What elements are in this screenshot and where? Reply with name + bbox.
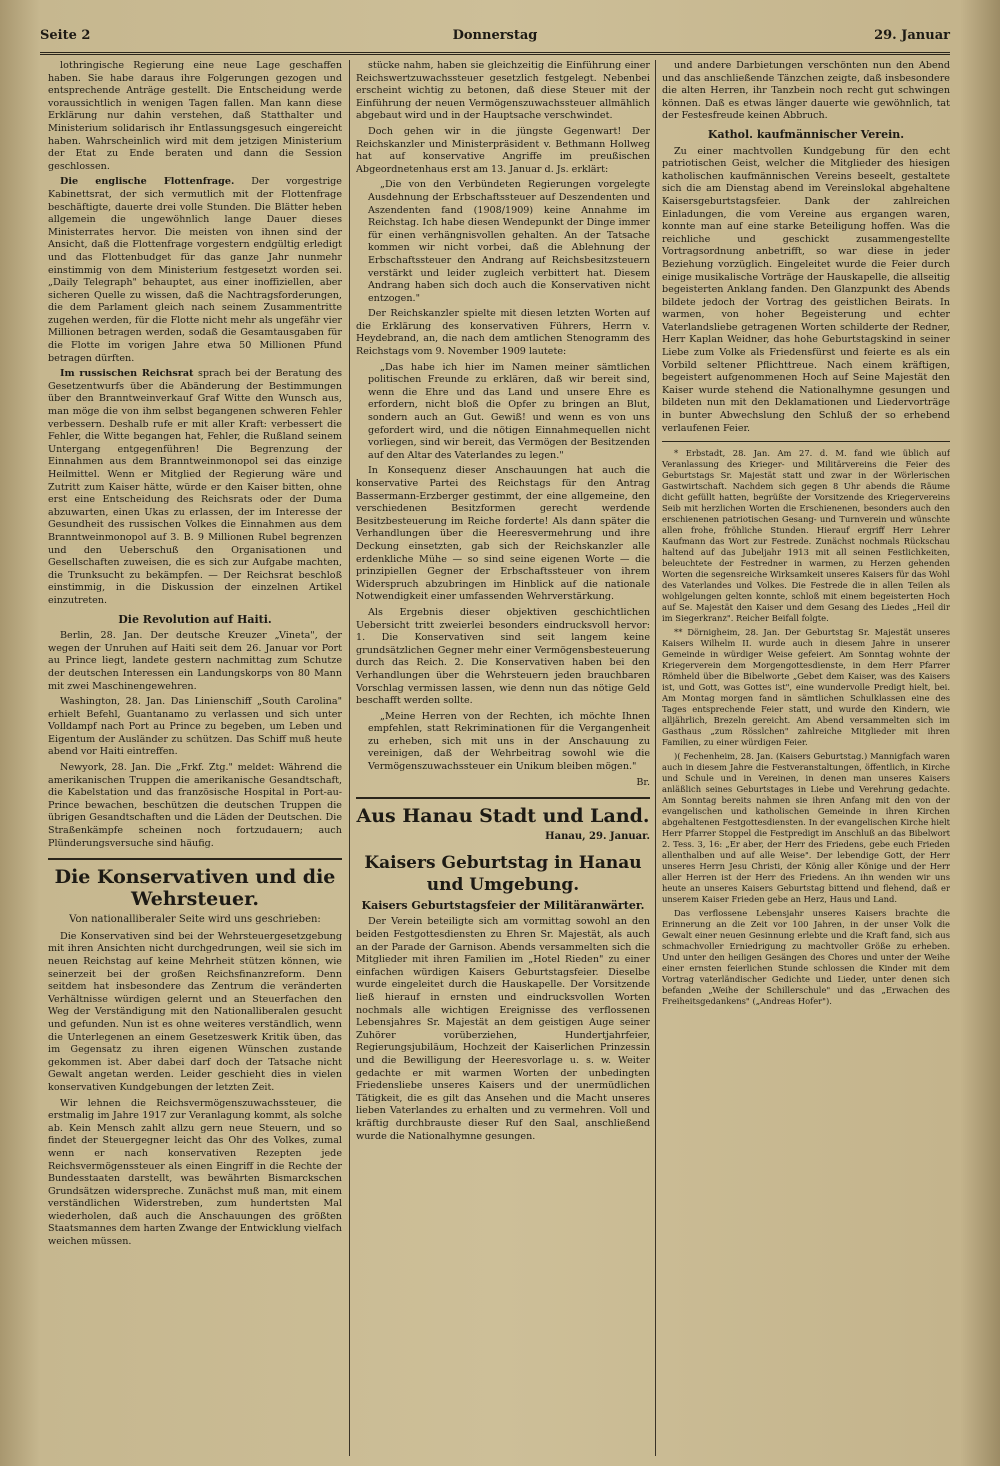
paragraph: Der Verein beteiligte sich am vormittag sowohl an den beiden Festgottesdiensten zu Ehren Sr. Majestät, als auch an der Parade der Garnison. Abends versammelten sich die Mitglieder mit ihren Familien im „Hotel Rieden" zu einer einfachen würdigen Kaisers Geburtstagsfeier. Dieselbe wurde eingeleitet durch die Hauskapelle. Der Vorsitzende ließ hierauf in ernsten und eindrucksvollen Worten nochmals alle wichtigen Ereignisse des verflossenen Lebensjahres Sr. Majestät an dem geistigen Auge seiner Zuhörer vorüberziehen, Hundertjahrfeier, Regierungsjubiläum, Hochzeit der Kaiserlichen Prinzessin und die Bewilligung der Heeresvorlage u. s. w. Weiter gedachte er mit warmen Worten der unbedingten Friedensliebe unseres Kaisers und der unermüdlichen Tätigkeit, die es gilt das Ansehen und die Macht unseres lieben Vaterlandes zu erhalten und zu vermehren. Voll und kräftig durchbrauste dieser Ruf den Saal, anschließend wurde die Nationalhymne gesungen. bbox=[356, 916, 650, 1142]
column-rule bbox=[655, 60, 656, 1456]
section-heading: Im russischen Reichsrat bbox=[60, 368, 194, 380]
section-heading: Die englische Flottenfrage. bbox=[60, 176, 235, 188]
paragraph: * Erbstadt, 28. Jan. Am 27. d. M. fand wie üblich auf Veranlassung des Krieger- und Militärvereins die Feier des Geburtstags Sr. Majestät statt und zwar in der Wörlerischen Gastwirtschaft. Nachdem sich gegen 8 Uhr abends die Räume dicht gefüllt hatten, begrüßte der Vorsitzende des Kriegervereins Seib mit herzlichen Worten die Erschienenen, besonders auch den erschienenen patriotischen Gesang- und Turnverein und wünschte allen frohe, fröhliche Stunden. Hierauf ergriff Herr Lehrer Kaufmann das Wort zur Festrede. Zunächst nochmals Rückschau haltend auf das Jubeljahr 1913 mit all seinen Festlichkeiten, beleuchtete der Festredner in warmen, zu Herzen gehenden Worten die segensreiche Wirksamkeit unseres Kaisers für das Wohl des Vaterlandes und Volkes. Die Festrede die in allen Teilen als wohlgelungen gelten konnte, schloß mit einem begeisterten Hoch auf Se. Majestät den Kaiser und dem Gesang des Liedes „Heil dir im Siegerkranz". Reicher Beifall folgte. bbox=[662, 448, 950, 624]
paragraph: und andere Darbietungen verschönten nun den Abend und das anschließende Tänzchen zeigte, daß insbesondere die alten Herren, ihr Tanzbein noch recht gut schwingen können. Daß es etwas länger dauerte wie gewöhnlich, tat der Festesfreude keinen Abbruch. bbox=[662, 60, 950, 122]
article-headline: Kaisers Geburtstag in Hanau und Umgebung. bbox=[364, 852, 642, 895]
paragraph: Zu einer machtvollen Kundgebung für den echt patriotischen Geist, welcher die Mitglieder des hiesigen katholischen kaufmännischen Vereins beseelt, gestaltete sich die am Dienstag abend im Vereinslokal abgehaltene Kaisersgeburtstagsfeier. Dank der zahlreichen Einladungen, die vom Vereine aus ergangen waren, konnte man auf eine starke Beteiligung hoffen. Was die reichliche und geschickt zusammengestellte Vortragsordnung anbetrifft, so war diese in jeder Beziehung vorzüglich. Eingeleitet wurde die Feier durch einige musikalische Vorträge der Hauskapelle, die allseitig begeisterten Anklang fanden. Den Glanzpunkt des Abends bildete jedoch der Vortrag des geistlichen Beirats. In warmen, von hoher Begeisterung und echter Vaterlandsliebe getragenen Worten schilderte der Redner, Herr Kaplan Weidner, das hohe Geburtstagskind in seiner Liebe zum Volke als Friedensfürst und feierte es als ein Vorbild seltener Pflichttreue. Nach einem kräftigen, begeistert aufgenommenen Hoch auf Seine Majestät den Kaiser wurde stehend die Nationalhymne gesungen und bildeten nun mit den Deklamationen und Liedervorträge in bunter Abwechslung den Schluß der so erhebend verlaufenen Feier. bbox=[662, 145, 950, 434]
section-heading: Die Revolution auf Haiti. bbox=[118, 612, 272, 626]
paragraph: sprach bei der Beratung des Gesetzentwurfs über die Abänderung der Bestimmungen über den Branntweinverkauf Graf Witte den Wunsch aus, man möge die von ihm selbst begangenen schweren Fehler verbessern. Deshalb rufe er mit aller Kraft: verbessert die Fehler, die Witte begangen hat, Fehler, die Rußland seinem Untergang entgegenführen! Die Begrenzung der Einnahmen aus dem Branntweinmonopol sei das einzige Heilmittel. Wenn er Mitglied der Regierung wäre und Zutritt zum Kaiser hätte, würde er den Kaiser bitten, ohne erst eine Entscheidung des Reichsrats oder der Duma abzuwarten, einen Ukas zu erlassen, der im Interesse der Gesundheit des russischen Volkes die Einnahmen aus dem Branntweinmonopol auf 3. B. 9 Millionen Rubel begrenzen und den Ueberschuß den Organisationen und Gesellschaften zuweisen, die es sich zur Aufgabe machten, die Trunksucht zu bekämpfen. — Der Reichsrat beschloß einstimmig, in die Diskussion der einzelnen Artikel einzutreten. bbox=[48, 368, 342, 606]
paragraph: stücke nahm, haben sie gleichzeitig die Einführung einer Reichswertzuwachssteuer gesetzlich festgelegt. Nebenbei erscheint wichtig zu betonen, daß diese Steuer mit der Einführung der neuen Vermögenszuwachssteuer allmählich abgebaut wird und in der Hauptsache verschwindet. bbox=[356, 60, 650, 122]
paragraph: Berlin, 28. Jan. Der deutsche Kreuzer „Vineta", der wegen der Unruhen auf Haiti seit dem 26. Januar vor Port au Prince liegt, landete gestern nachmittag zum Schutze der deutschen Interessen ein Landungskorps von 80 Mann mit zwei Maschinengewehren. bbox=[48, 630, 342, 692]
quotation: „Meine Herren von der Rechten, ich möchte Ihnen empfehlen, statt Rekriminationen für die Vergangenheit zu erheben, sich mit uns in der Anschauung zu vereinigen, daß der Wehrbeitrag sowohl wie die Vermögenszuwachssteuer ein Unikum bleiben mögen." bbox=[368, 710, 650, 773]
quotation: „Das habe ich hier im Namen meiner sämtlichen politischen Freunde zu erklären, daß wir bereit sind, wenn die Ehre und das Land und unsere Ehre es erfordern, nicht bloß die Opfer zu bringen an Blut, sondern auch an Gut. Gewiß! und wenn es von uns gefordert wird, und die nötigen Einnahmequellen nicht vorliegen, sind wir bereit, das Vermögen der Besitzenden auf den Altar des Vaterlandes zu legen." bbox=[368, 361, 650, 461]
section-heading: Kathol. kaufmännischer Verein. bbox=[707, 127, 905, 141]
column-1 bbox=[48, 60, 342, 1454]
paragraph: Newyork, 28. Jan. Die „Frkf. Ztg." meldet: Während die amerikanischen Truppen die amerikanische Gesandtschaft, die Kabelstation und das französische Hospital in Port-au-Prince bewachen, beschützen die deutschen Truppen die übrigen Gesandtschaften und die Läden der Deutschen. Die Straßenkämpfe scheinen noch fortzudauern; auch Plünderungsversuche sind häufig. bbox=[48, 762, 342, 849]
paragraph: )( Fechenheim, 28. Jan. (Kaisers Geburtstag.) Mannigfach waren auch in diesem Jahre die Festveranstaltungen, öffentlich, in Kirche und Schule und in Vereinen, in denen man unseres Kaisers anläßlich seines Geburtstages in Liebe und Verehrung gedachte. Am Sonntag bereits nahmen sie ihren Anfang mit den von der evangelischen und katholischen Gemeinde in ihren Kirchen abgehaltenen Festgottesdiensten. In der evangelischen Kirche hielt Herr Pfarrer Stoppel die Festpredigt im Anschluß an das Bibelwort 2. Tess. 3, 16: „Er aber, der Herr des Friedens, gebe euch Frieden allenthalben und auf alle Weise". Der lebendige Gott, der Herr unseres Herrn Jesu Christi, der König aller Könige und der Herr aller Herren ist der Herr des Friedens. An ihn wenden wir uns heute an unseres Kaisers Geburtstag bittend und flehend, daß er unserem Kaiser Frieden gebe an Herz, Haus und Land. bbox=[662, 751, 950, 905]
article-subheading: Kaisers Geburtstagsfeier der Militäranwärter. bbox=[361, 898, 645, 912]
column-rule bbox=[349, 60, 350, 1456]
paragraph: Der vorgestrige Kabinettsrat, der sich vermutlich mit der Flottenfrage beschäftigte, dauerte drei volle Stunden. Die Blätter heben allgemein die ungewöhnlich lange Dauer dieses Ministerrates hervor. Die meisten von ihnen sind der Ansicht, daß die Flottenfrage vorgestern endgültig erledigt und das Flottenbudget für das ganze Jahr nunmehr einstimmig von dem Ministerium festgesetzt worden sei. „Daily Telegraph" behauptet, aus einer inoffiziellen, aber sicheren Quelle zu wissen, daß die Nachtragsforderungen, die dem Parlament gleich nach seinem Zusammentritte zugehen werden, für die Flotte nicht mehr als ungefähr vier Millionen betragen werden, sodaß die Gesamtausgaben für die Flotte im vorigen Jahre etwa 50 Millionen Pfund betragen dürften. bbox=[48, 176, 342, 364]
issue-date: 29. Januar bbox=[874, 28, 950, 43]
article-subheading: Von nationalliberaler Seite wird uns geschrieben: bbox=[69, 914, 321, 926]
article-headline: Die Konservativen und die Wehrsteuer. bbox=[48, 858, 342, 910]
quotation: „Die von den Verbündeten Regierungen vorgelegte Ausdehnung der Erbschaftssteuer auf Deszendenten und Aszendenten fand (1908/1909) keine Annahme im Reichstag. Ich habe diesen Wendepunkt der Dinge immer für einen verhängnisvollen gehalten. An der Tatsache kommen wir nicht vorbei, daß die Ablehnung der Erbschaftssteuer den Andrang auf Reichsbesitzsteuern verstärkt und leider zugleich verbittert hat. Diesem Andrang haben sich doch auch die Konservativen nicht entzogen." bbox=[368, 179, 650, 304]
paragraph: lothringische Regierung eine neue Lage geschaffen haben. Sie habe daraus ihre Folgerungen gezogen und entsprechende Anträge gestellt. Die Entscheidung werde voraussichtlich in wenigen Tagen fallen. Man kann diese Erklärung nur dahin verstehen, daß Statthalter und Ministerium solidarisch ihr Entlassungsgesuch eingereicht haben. Wahrscheinlich wird mit dem jetzigen Ministerium der Etat zu Ende beraten und dann die Session geschlossen. bbox=[48, 60, 342, 172]
column-2 bbox=[356, 60, 650, 1454]
paragraph: Als Ergebnis dieser objektiven geschichtlichen Uebersicht tritt zweierlei besonders eindrucksvoll hervor: 1. Die Konservativen sind seit langem keine grundsätzlichen Gegner mehr einer Vermögensbesteuerung durch das Reich. 2. Die Konservativen haben bei den Verhandlungen über die Wehrsteuern jeden brauchbaren Vorschlag vermissen lassen, wie denn nun das nötige Geld beschafft werden sollte. bbox=[356, 606, 650, 707]
author-signature: Br. bbox=[636, 776, 650, 788]
paragraph: Das verflossene Lebensjahr unseres Kaisers brachte die Erinnerung an die Zeit vor 100 Jahren, in der unser Volk die Gewalt einer neuen Gesinnung erlebte und die Kraft fand, sich aus schmachvoller Erniedrigung zu machtvoller Größe zu erheben. Und unter den heiligen Gesängen des Chores und unter der Weihe einer ernsten feierlichen Stunde schlossen die Kinder mit dem Vortrag vaterländischer Gedichte und Lieder, unter denen sich befanden „Weihe der Schillerschule" und das „Erwachen des Freiheitsgedankens" („Andreas Hofer"). bbox=[662, 908, 950, 1007]
paragraph: Die Konservativen sind bei der Wehrsteuergesetzgebung mit ihren Ansichten nicht durchgedrungen, weil sie sich im neuen Reichstag auf keine Mehrheit stützen können, wie seinerzeit bei der großen Reichsfinanzreform. Denn seitdem hat insbesondere das Zentrum die veränderten Verhältnisse würdigen gelernt und an Steuerfachen den Weg der Verständigung mit den Nationalliberalen gesucht und gefunden. Nun ist es ohne weiteres verständlich, wenn die Unterlegenen an einem Gesetzeswerk Kritik üben, das im Gegensatz zu ihren eigenen Wünschen zustande gekommen ist. Aber dabei darf doch der Tatsache nicht Gewalt angetan werden. Leider geschieht dies in vielen konservativen Kundgebungen der letzten Zeit. bbox=[48, 930, 342, 1093]
paragraph: Wir lehnen die Reichsvermögenszuwachssteuer, die erstmalig im Jahre 1917 zur Veranlagung kommt, als solche ab. Kein Mensch zahlt allzu gern neue Steuern, und so findet der Steuergegner leicht das Ohr des Volkes, zumal wenn er nach konservativen Rezepten jede Reichsvermögenssteuer als einen Eingriff in die Rechte der Bundesstaaten darstellt, was bewährten Bismarckschen Grundsätzen widerspreche. Zunächst muß man, mit einem verständlichen Widerstreben, zum hundertsten Mal wiederholen, daß auch die Anschauungen des größten Staatsmannes dem harten Zwange der Entwicklung vielfach weichen müssen. bbox=[48, 1097, 342, 1248]
column-3 bbox=[662, 60, 950, 1454]
paragraph: Der Reichskanzler spielte mit diesen letzten Worten auf die Erklärung des konservativen Führers, Herrn v. Heydebrand, an, die nach dem amtlichen Stenogramm des Reichstags vom 9. November 1909 lautete: bbox=[356, 308, 650, 358]
weekday: Donnerstag bbox=[452, 28, 538, 43]
page-number: Seite 2 bbox=[40, 28, 91, 43]
paragraph: In Konsequenz dieser Anschauungen hat auch die konservative Partei des Reichstags für den Antrag Bassermann-Erzberger gestimmt, der eine allgemeine, den verschiedenen Besitzformen gerecht werdende Besitzbesteuerung im Reiche forderte! Als dann später die Verhandlungen über die Heeresvermehrung und ihre Deckung einsetzten, gab sich der Reichskanzler alle erdenkliche Mühe — so sind seine eigenen Worte — die prinzipiellen Gegner der Erbschaftssteuer von ihrem Widerspruch abzubringen im Hinblick auf die nationale Notwendigkeit einer umfassenden Wehrverstärkung. bbox=[356, 465, 650, 603]
paragraph: Doch gehen wir in die jüngste Gegenwart! Der Reichskanzler und Ministerpräsident v. Bethmann Hollweg hat auf konservative Angriffe im preußischen Abgeordnetenhaus erst am 13. Januar d. Js. erklärt: bbox=[356, 125, 650, 175]
dateline: Hanau, 29. Januar. bbox=[545, 831, 650, 843]
section-headline: Aus Hanau Stadt und Land. bbox=[356, 797, 650, 827]
paragraph: Washington, 28. Jan. Das Linienschiff „South Carolina" erhielt Befehl, Guantanamo zu verlassen und sich unter Volldampf nach Port au Prince zu begeben, um Leben und Eigentum der Ausländer zu schützen. Das Schiff muß heute abend vor Haiti eintreffen. bbox=[48, 696, 342, 758]
paragraph: ** Dörnigheim, 28. Jan. Der Geburtstag Sr. Majestät unseres Kaisers Wilhelm II. wurde auch in diesem Jahre in unserer Gemeinde in würdiger Weise gefeiert. Am Sonntag wohnte der Kriegerverein dem Morgengottesdienste, in dem Herr Pfarrer Römheld über die Bibelworte „Gebet dem Kaiser, was des Kaisers ist, und Gott, was Gottes ist", eine wundervolle Predigt hielt, bei. Am Montag morgen fand in sämtlichen Schulklassen eine des Tages entsprechende Feier statt, und wurde den Kindern, wie alljährlich, Brezeln gereicht. Am Abend versammelten sich im Gasthaus „zum Rösslchen" zahlreiche Mitglieder mit ihren Familien, zu einer würdigen Feier. bbox=[662, 627, 950, 748]
masthead bbox=[40, 22, 950, 55]
divider bbox=[662, 441, 950, 442]
